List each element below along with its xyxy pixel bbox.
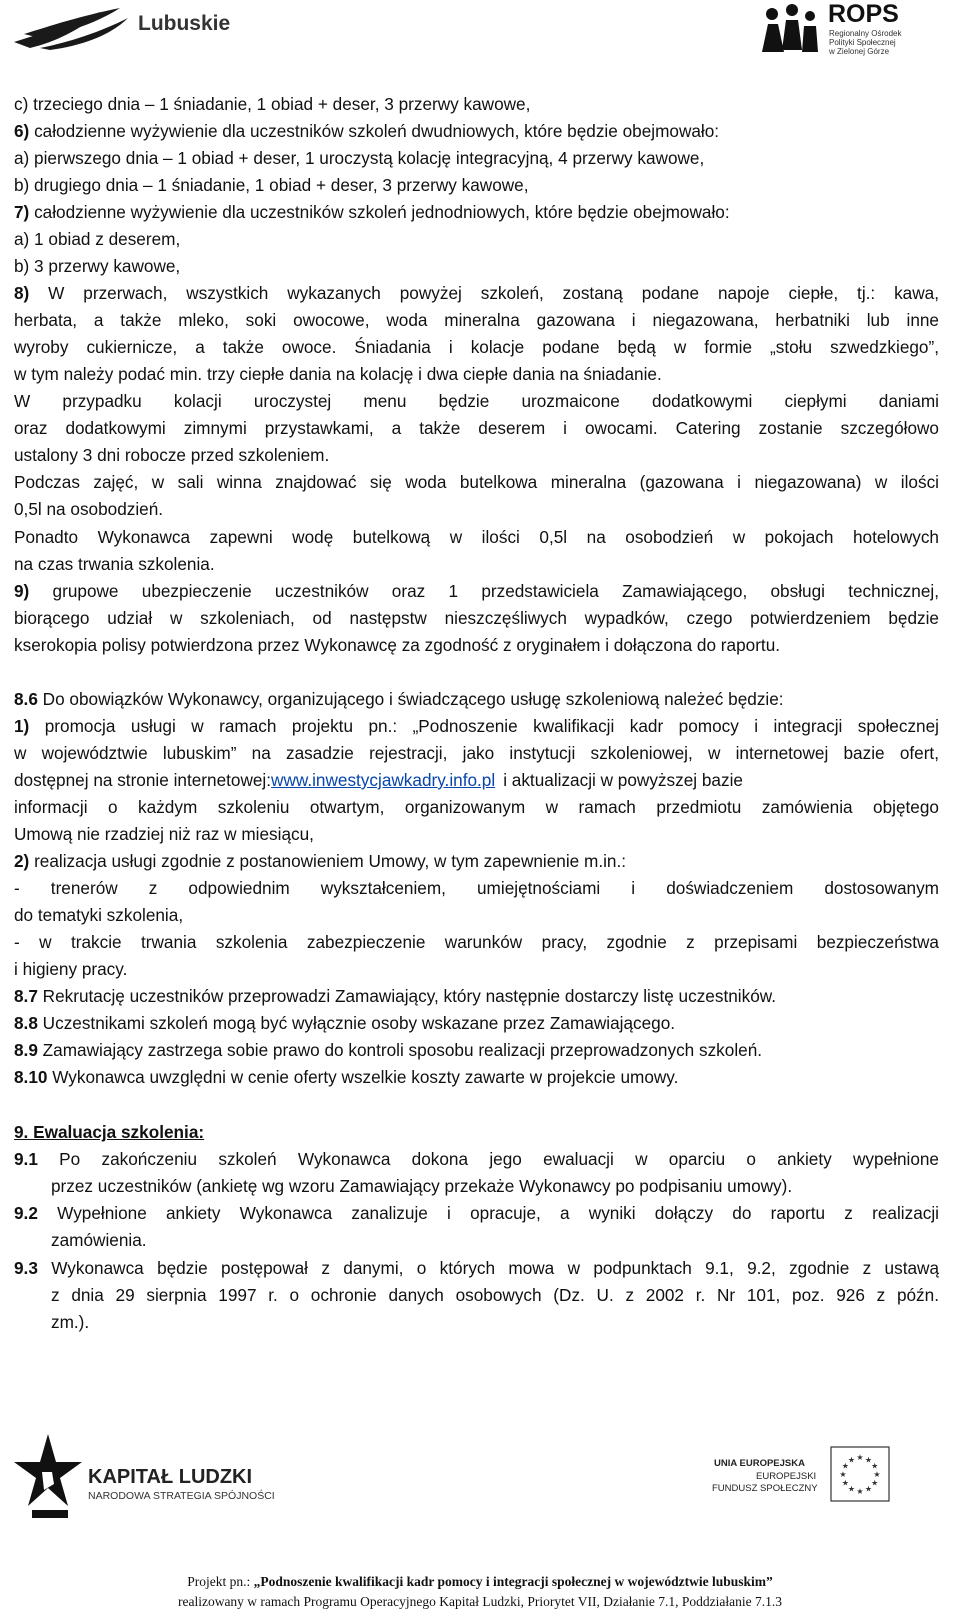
item-number: 9) — [14, 581, 30, 601]
item-number: 8.10 — [14, 1067, 48, 1087]
project-line — [0, 1574, 960, 1590]
text-line: biorącego udział w szkoleniach, od następstw nieszczęśliwych wypadków, czego potwierdzeniem będzie — [14, 608, 939, 628]
rops-logo-sub-3: w Zielonej Górze — [829, 47, 890, 56]
project-website-link[interactable]: www.inwestycjawkadry.info.pl — [271, 770, 496, 790]
item-number: 8) — [14, 283, 30, 303]
item-number: 9.2 — [14, 1203, 38, 1223]
text-line: w województwie lubuskim” na zasadzie rejestracji, jako instytucji szkoleniowej, w internetowej bazie ofert, — [14, 743, 939, 763]
eu-star-icon: ★ — [864, 1455, 873, 1465]
item-number: 9.3 — [14, 1258, 38, 1278]
text-line: zamówienia. — [51, 1230, 147, 1250]
eu-star-icon: ★ — [839, 1470, 847, 1479]
text-line: Podczas zajęć, w sali winna znajdować się woda butelkowa mineralna (gazowana i niegazowana) w ilości — [14, 472, 939, 492]
item-number: 2) — [14, 851, 30, 871]
lubuskie-logo-text: Lubuskie — [138, 12, 231, 35]
text-line: przez uczestników (ankietę wg wzoru Zamawiający przekaże Wykonawcy po podpisaniu umowy). — [51, 1176, 793, 1196]
text-line: 7) całodzienne wyżywienie dla uczestników szkoleń jednodniowych, które będzie obejmowało: — [14, 202, 730, 222]
text-line: a) pierwszego dnia – 1 obiad + deser, 1 uroczystą kolację integracyjną, 4 przerwy kawowe, — [14, 148, 705, 168]
rops-logo-title: ROPS — [828, 0, 899, 28]
text-line: 2) realizacja usługi zgodnie z postanowieniem Umowy, w tym zapewnienie m.in.: — [14, 851, 627, 871]
item-number: 8.8 — [14, 1013, 38, 1033]
eu-star-icon: ★ — [841, 1478, 849, 1488]
page-header — [0, 0, 960, 75]
eu-star-icon: ★ — [871, 1478, 879, 1488]
section-8-8: 8.8 Uczestnikami szkoleń mogą być wyłącznie osoby wskazane przez Zamawiającego. — [14, 1013, 676, 1033]
text-line: 8) W przerwach, wszystkich wykazanych powyżej szkoleń, zostaną podane napoje ciepłe, tj.: kawa, — [14, 283, 939, 303]
eu-flag-icon — [830, 1446, 890, 1502]
text-line: w tym należy podać min. trzy ciepłe dania na kolację i dwa ciepłe dania na śniadanie. — [14, 364, 662, 384]
item-number: 9.1 — [14, 1149, 38, 1169]
text-span: dostępnej na stronie internetowej: — [14, 770, 272, 790]
program-line: realizowany w ramach Programu Operacyjnego Kapitał Ludzki, Priorytet VII, Działanie 7.1, Poddziałanie 7.1.3 — [177, 1594, 783, 1609]
item-number: 8.6 — [14, 689, 38, 709]
text-line: c) trzeciego dnia – 1 śniadanie, 1 obiad + deser, 3 przerwy kawowe, — [14, 94, 531, 114]
rops-logo-sub-1: Regionalny Ośrodek — [829, 29, 902, 38]
text-line: - trenerów z odpowiednim wykształceniem, umiejętnościami i doświadczeniem dostosowanym — [14, 878, 939, 898]
section-8-9: 8.9 Zamawiający zastrzega sobie prawo do kontroli sposobu realizacji przeprowadzonych szkoleń. — [14, 1040, 763, 1060]
kapital-ludzki-star-icon — [12, 1432, 84, 1522]
text-line: z dnia 29 sierpnia 1997 r. o ochronie danych osobowych (Dz. U. z 2002 r. Nr 101, poz. 926 z późn. — [51, 1285, 939, 1305]
text-line: Ponadto Wykonawca zapewni wodę butelkową w ilości 0,5l na osobodzień w pokojach hotelowych — [14, 527, 939, 547]
text-line: - w trakcie trwania szkolenia zabezpieczenie warunków pracy, zgodnie z przepisami bezpieczeństwa — [14, 932, 939, 952]
section-8-7: 8.7 Rekrutację uczestników przeprowadzi Zamawiający, który następnie dostarczy listę uczestników. — [14, 986, 777, 1006]
eu-line-1: UNIA EUROPEJSKA — [714, 1458, 805, 1469]
text-line: 9.1 Po zakończeniu szkoleń Wykonawca dokona jego ewaluacji w oparciu o ankiety wypełnione — [14, 1149, 939, 1169]
lubuskie-logo-icon — [10, 4, 135, 52]
eu-star-icon: ★ — [856, 1453, 864, 1462]
text-line: 1) promocja usługi w ramach projektu pn.: „Podnoszenie kwalifikacji kadr pomocy i integracji społecznej — [14, 716, 939, 736]
rops-logo-icon — [758, 4, 822, 54]
kapital-ludzki-subtitle: NARODOWA STRATEGIA SPÓJNOŚCI — [88, 1490, 275, 1502]
rops-logo-sub-2: Polityki Społecznej — [829, 38, 896, 47]
eu-star-icon: ★ — [847, 1484, 856, 1494]
eu-star-icon: ★ — [856, 1487, 864, 1496]
text-line: informacji o każdym szkoleniu otwartym, organizowanym w ramach przedmiotu zamówienia objętego — [14, 797, 939, 817]
text-line: kserokopia polisy potwierdzona przez Wykonawcę za zgodność z oryginałem i dołączona do raportu. — [14, 635, 781, 655]
section-8-10: 8.10 Wykonawca uwzględni w cenie oferty wszelkie koszty zawarte w projekcie umowy. — [14, 1067, 679, 1087]
text-line: 0,5l na osobodzień. — [14, 499, 164, 519]
project-name: „Podnoszenie kwalifikacji kadr pomocy i integracji społecznej w województwie lubuskim” — [253, 1574, 773, 1589]
item-number: 6) — [14, 121, 30, 141]
text-span: i aktualizacji w powyższej bazie — [503, 770, 743, 790]
text-line: Umową nie rzadziej niż raz w miesiącu, — [14, 824, 314, 844]
item-number: 8.7 — [14, 986, 38, 1006]
eu-line-2: EUROPEJSKI — [756, 1471, 817, 1482]
eu-line-3: FUNDUSZ SPOŁECZNY — [712, 1483, 818, 1494]
text-line: ustalony 3 dni robocze przed szkoleniem. — [14, 445, 330, 465]
eu-star-icon: ★ — [871, 1461, 879, 1471]
item-number: 1) — [14, 716, 30, 736]
text-line: b) drugiego dnia – 1 śniadanie, 1 obiad + deser, 3 przerwy kawowe, — [14, 175, 529, 195]
eu-star-icon: ★ — [873, 1470, 881, 1479]
text-line: zm.). — [51, 1312, 90, 1332]
eu-star-icon: ★ — [864, 1484, 873, 1494]
section-8-6: 8.6 Do obowiązków Wykonawcy, organizującego i świadczącego usługę szkoleniową należeć będzie: — [14, 689, 784, 709]
item-number: 8.9 — [14, 1040, 38, 1060]
section-9-heading: 9. Ewaluacja szkolenia: — [14, 1122, 205, 1142]
text-line: b) 3 przerwy kawowe, — [14, 256, 181, 276]
eu-star-icon: ★ — [841, 1461, 849, 1471]
text-line: do tematyki szkolenia, — [14, 905, 184, 925]
text-line: 6) całodzienne wyżywienie dla uczestników szkoleń dwudniowych, które będzie obejmowało: — [14, 121, 720, 141]
project-prefix: Projekt pn.: — [187, 1574, 254, 1589]
text-line: na czas trwania szkolenia. — [14, 554, 215, 574]
text-line: 9.3 Wykonawca będzie postępował z danymi, o których mowa w podpunktach 9.1, 9.2, zgodnie z ustawą — [14, 1258, 939, 1278]
text-line: W przypadku kolacji uroczystej menu będzie urozmaicone dodatkowymi ciepłymi daniami — [14, 391, 939, 411]
text-line: 9) grupowe ubezpieczenie uczestników oraz 1 przedstawiciela Zamawiającego, obsługi technicznej, — [14, 581, 939, 601]
text-line: 9.2 Wypełnione ankiety Wykonawca zanalizuje i opracuje, a wyniki dołączy do raportu z realizacji — [14, 1203, 939, 1223]
text-span-tail — [495, 770, 939, 790]
text-line: a) 1 obiad z deserem, — [14, 229, 181, 249]
kapital-ludzki-title: KAPITAŁ LUDZKI — [88, 1466, 253, 1488]
text-line: wyroby cukiernicze, a także owoce. Śniadania i kolacje podane będą w formie „stołu szwedzkiego”, — [14, 337, 939, 357]
text-line-with-link — [14, 770, 939, 790]
text-line: herbata, a także mleko, soki owocowe, woda mineralna gazowana i niegazowana, herbatniki lub inne — [14, 310, 939, 330]
text-line: oraz dodatkowymi zimnymi przystawkami, a także deserem i owocami. Catering zostanie szczegółowo — [14, 418, 939, 438]
text-line: i higieny pracy. — [14, 959, 128, 979]
item-number: 7) — [14, 202, 30, 222]
eu-star-icon: ★ — [847, 1455, 856, 1465]
